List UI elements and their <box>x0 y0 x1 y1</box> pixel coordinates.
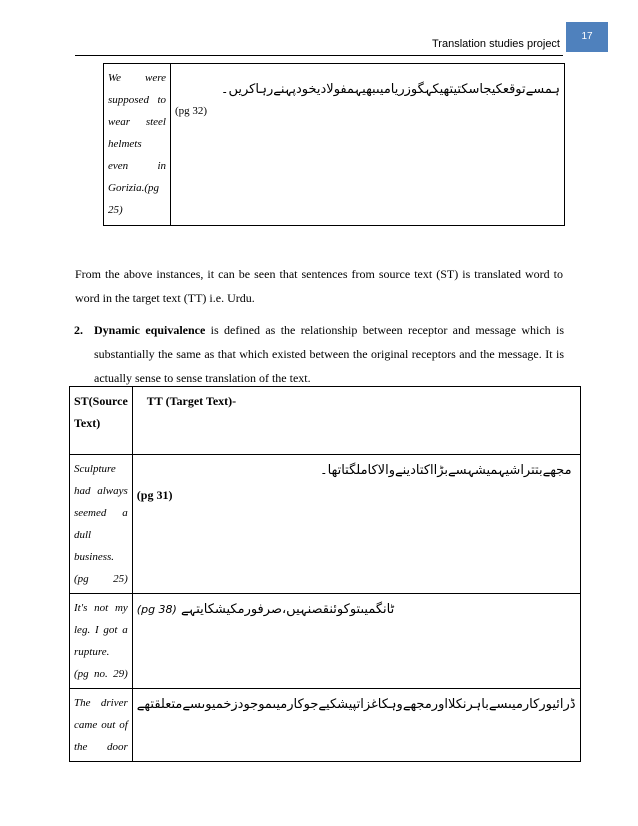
list-term: Dynamic equivalence <box>94 323 206 337</box>
target-page-ref: (pg 31) <box>136 488 173 502</box>
source-text: We were supposed to wear steel helmets even in Gorizia.(pg 25) <box>108 72 166 216</box>
header-source-cell <box>70 387 133 455</box>
source-cell <box>104 64 171 226</box>
header-divider <box>75 55 563 56</box>
header-source: ST(Source Text) <box>74 394 128 430</box>
target-text: ڈرائیورکارمیںسےباہرنکلااورمجھےوہکاغزاتپیشکیےجوکارمیںموجودزخمیوںسےمتعلقتھے <box>136 697 576 712</box>
target-cell <box>171 64 565 226</box>
example-table-1 <box>103 63 565 226</box>
table-header-row <box>70 387 581 455</box>
source-cell <box>70 594 133 689</box>
header-target: TT (Target Text)- <box>146 394 237 408</box>
table-row <box>70 594 581 689</box>
target-cell <box>132 594 580 689</box>
table-row <box>70 455 581 594</box>
target-cell <box>132 689 580 762</box>
table-row <box>104 64 565 226</box>
page-number-badge: 17 <box>566 22 608 52</box>
target-text: ہمسےتوقعکیجاسکتیتھیکہگوزریامیںبھیہمفولادیخودپہنےرہاکریں۔ <box>220 82 560 97</box>
source-cell <box>70 689 133 762</box>
source-cell <box>70 455 133 594</box>
target-page-ref: (pg 32) <box>175 105 208 117</box>
source-text: Sculpture had always seemed a dull business. (pg 25) <box>74 463 128 585</box>
example-table-2 <box>69 386 581 762</box>
list-text: is defined as the relationship between receptor and message which is substantially the same as that which existed between the original receptors and the message. It is actually sense to sense translation of the text. <box>94 323 564 385</box>
list-item-dynamic-equivalence <box>74 318 564 390</box>
body-paragraph: From the above instances, it can be seen that sentences from source text (ST) is translated word to word in the target text (TT) i.e. Urdu. <box>75 267 563 305</box>
source-text: The driver came out of the door <box>74 697 128 753</box>
list-number: 2. <box>74 323 83 337</box>
target-cell <box>132 455 580 594</box>
target-text <box>137 597 576 623</box>
source-text: It's not my leg. I got a rupture. (pg no. 29) <box>74 602 128 680</box>
header-title: Translation studies project <box>432 38 560 50</box>
header-target-cell <box>132 387 580 455</box>
target-urdu: ٹانگمیںتوکوئنقصنہیں،صرفورمکیشکایتہے <box>180 602 395 617</box>
target-page-ref: (pg 38) <box>136 603 177 616</box>
target-text: مجھےبتتراشیہمیشہسےبڑااکتادینےوالاکاملگتاتھا۔ <box>320 463 572 478</box>
table-row <box>70 689 581 762</box>
